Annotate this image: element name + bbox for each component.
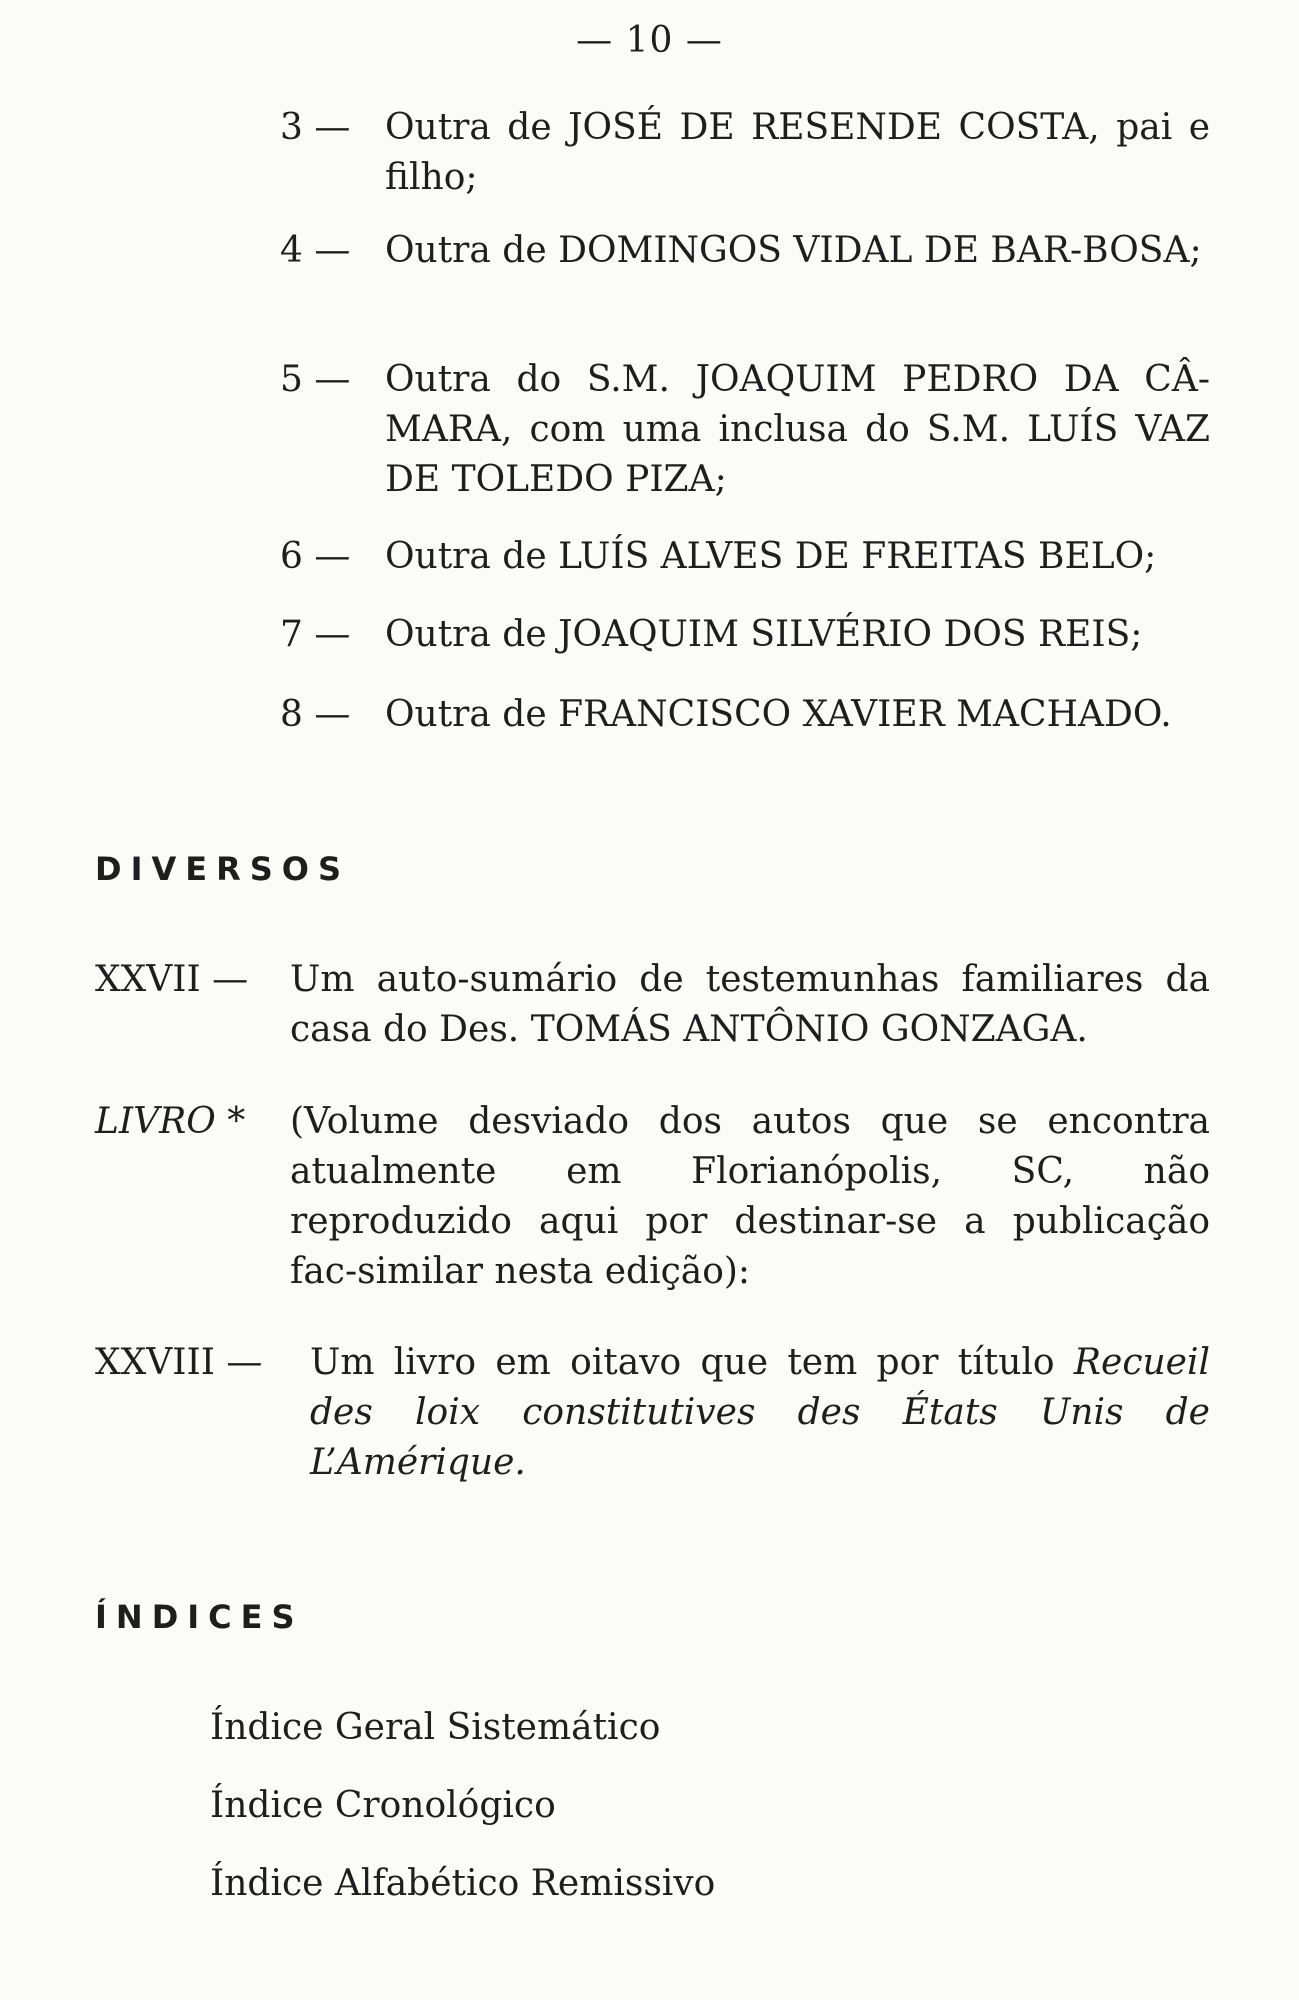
item-text: Outra de LUÍS ALVES DE FREITAS BELO;	[385, 536, 1157, 577]
item-text: Outra de JOAQUIM SILVÉRIO DOS REIS;	[385, 614, 1143, 655]
book-title: Recueil des loix constitutives des États Unis de L’Amérique.	[310, 1342, 1210, 1483]
item-number: 7 —	[280, 614, 351, 655]
index-item: Índice Alfabético Remissivo	[210, 1863, 716, 1904]
item-number: XXVII —	[95, 959, 249, 1000]
item-number: 3 —	[280, 107, 351, 148]
section-heading-diversos: DIVERSOS	[95, 850, 351, 888]
item-number: XXVIII —	[95, 1342, 263, 1383]
item-number: 4 —	[280, 230, 351, 271]
item-number: 8 —	[280, 694, 351, 735]
page-number: — 10 —	[576, 20, 723, 61]
item-text: (Volume desviado dos autos que se encontra atualmente em Florianópolis, SC, não reproduzido aqui por destinar-se a publicação fac-similar nesta edição):	[290, 1101, 1210, 1292]
item-text: Um auto-sumário de testemunhas familiares da casa do Des. TOMÁS ANTÔNIO GONZAGA.	[290, 959, 1210, 1050]
index-item: Índice Geral Sistemático	[210, 1707, 661, 1748]
item-text	[310, 1338, 1210, 1488]
index-item: Índice Cronológico	[210, 1785, 556, 1826]
item-number: 5 —	[280, 359, 351, 400]
item-text: Outra de DOMINGOS VIDAL DE BAR-BOSA;	[385, 230, 1202, 271]
item-text: Outra do S.M. JOAQUIM PEDRO DA CÂ-MARA, com uma inclusa do S.M. LUÍS VAZ DE TOLEDO PIZA;	[385, 359, 1210, 500]
section-heading-indices: ÍNDICES	[95, 1598, 304, 1636]
item-text: Outra de FRANCISCO XAVIER MACHADO.	[385, 694, 1172, 735]
item-text-plain: Um livro em oitavo que tem por título	[310, 1342, 1055, 1383]
item-number: 6 —	[280, 536, 351, 577]
item-number: LIVRO *	[95, 1101, 246, 1142]
item-text: Outra de JOSÉ DE RESENDE COSTA, pai e filho;	[385, 107, 1210, 198]
